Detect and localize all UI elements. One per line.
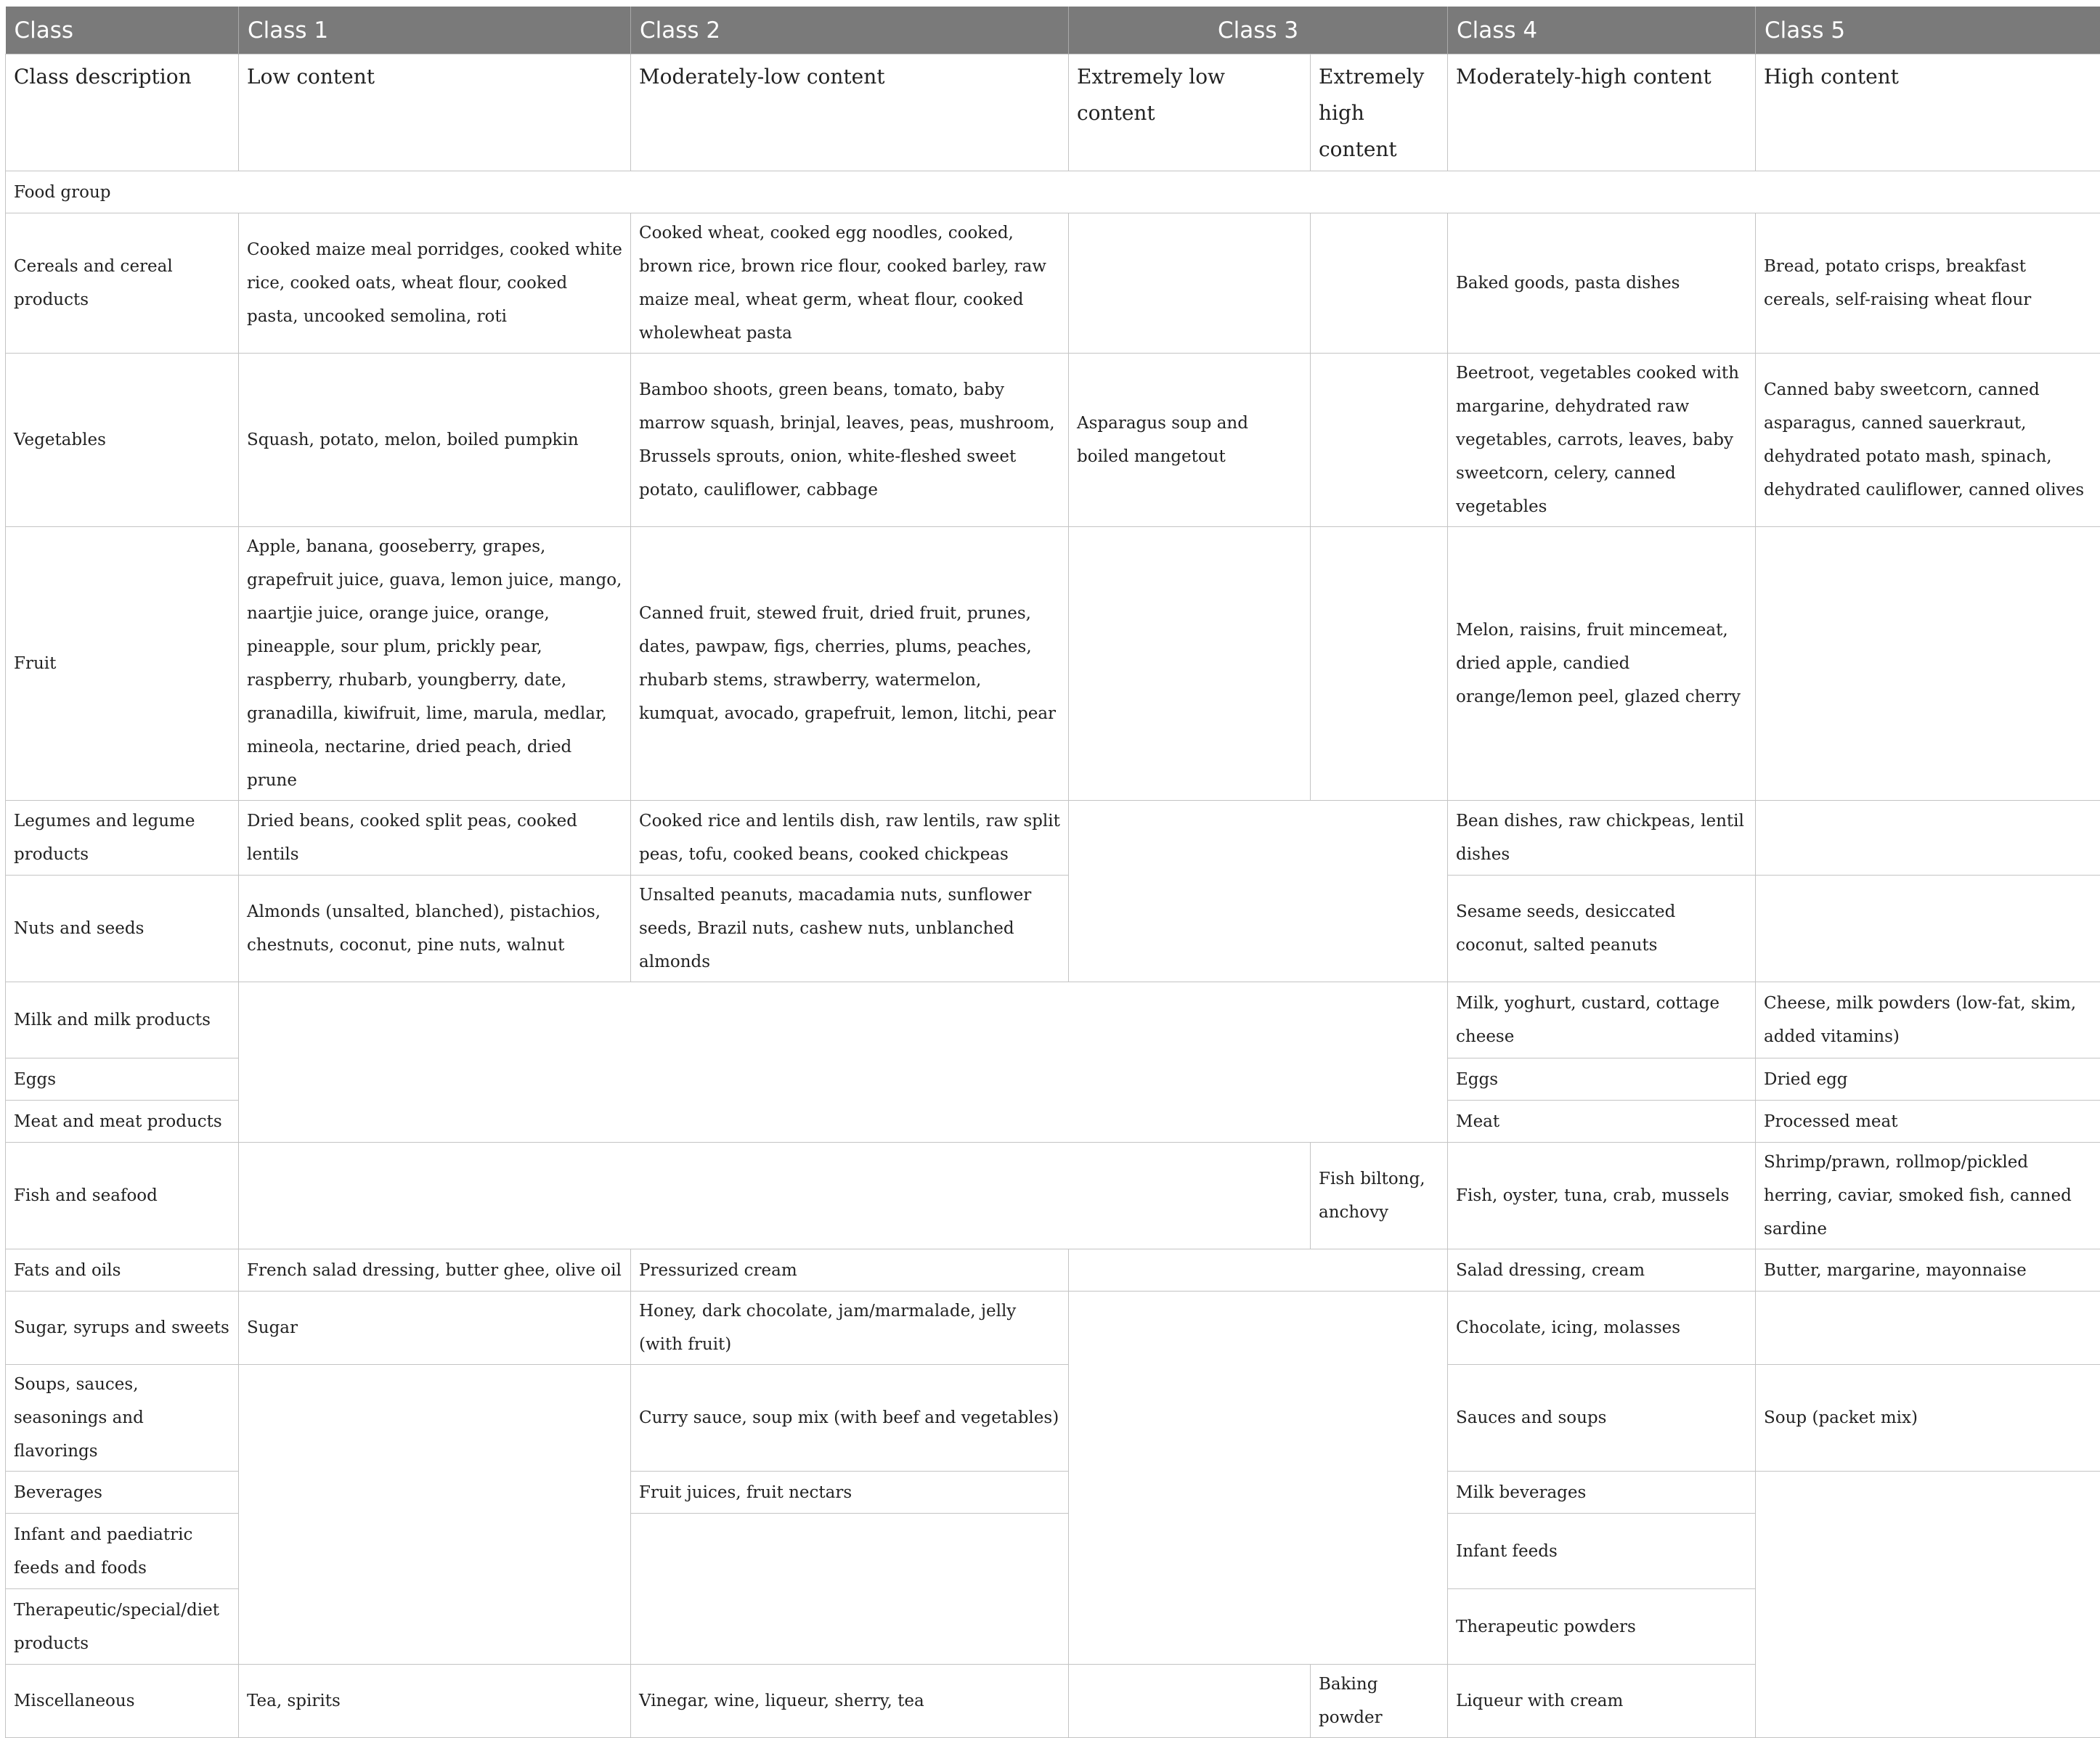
- cell: Curry sauce, soup mix (with beef and vegetables): [631, 1365, 1069, 1472]
- cell: Vinegar, wine, liqueur, sherry, tea: [631, 1665, 1069, 1738]
- cell: Moderately-low content: [631, 54, 1069, 171]
- row-label: Cereals and cereal products: [6, 213, 239, 354]
- empty-cell: [1069, 1292, 1448, 1665]
- table-row: [6, 1143, 2100, 1249]
- cell: Sugar: [239, 1292, 631, 1365]
- row-label: Fish and seafood: [6, 1143, 239, 1249]
- cell: Cooked maize meal porridges, cooked white rice, cooked oats, wheat flour, cooked pasta, uncooked semolina, roti: [239, 213, 631, 354]
- header-class-2: Class 2: [631, 7, 1069, 54]
- row-label: Legumes and legume products: [6, 801, 239, 876]
- table-row: [6, 1292, 2100, 1365]
- row-label: Vegetables: [6, 354, 239, 527]
- cell: Canned fruit, stewed fruit, dried fruit, prunes, dates, pawpaw, figs, cherries, plums, peaches, rhubarb stems, strawberry, watermelon, kumquat, avocado, grapefruit, lemon, litchi, pear: [631, 527, 1069, 801]
- table-row: [6, 1365, 2100, 1472]
- cell: Fruit juices, fruit nectars: [631, 1472, 1069, 1514]
- row-label: Milk and milk products: [6, 982, 239, 1058]
- cell: Milk, yoghurt, custard, cottage cheese: [1448, 982, 1756, 1058]
- header-class-4: Class 4: [1448, 7, 1756, 54]
- cell: Cooked wheat, cooked egg noodles, cooked, brown rice, brown rice flour, cooked barley, raw maize meal, wheat germ, wheat flour, cooked wholewheat pasta: [631, 213, 1069, 354]
- row-label: Miscellaneous: [6, 1665, 239, 1738]
- cell: Eggs: [1448, 1058, 1756, 1101]
- cell: Honey, dark chocolate, jam/marmalade, jelly (with fruit): [631, 1292, 1069, 1365]
- table-row: [6, 876, 2100, 982]
- empty-cell: [1069, 213, 1311, 354]
- cell: Dried beans, cooked split peas, cooked lentils: [239, 801, 631, 876]
- cell: Shrimp/prawn, rollmop/pickled herring, caviar, smoked fish, canned sardine: [1756, 1143, 2100, 1249]
- cell: Therapeutic powders: [1448, 1589, 1756, 1665]
- empty-cell: [239, 1143, 1311, 1249]
- cell: Bean dishes, raw chickpeas, lentil dishes: [1448, 801, 1756, 876]
- food-group-label: Food group: [6, 171, 2100, 213]
- row-label: Nuts and seeds: [6, 876, 239, 982]
- cell: Cheese, milk powders (low-fat, skim, added vitamins): [1756, 982, 2100, 1058]
- cell: Sesame seeds, desiccated coconut, salted peanuts: [1448, 876, 1756, 982]
- row-label: Beverages: [6, 1472, 239, 1514]
- row-label: Eggs: [6, 1058, 239, 1101]
- class-description-row: [6, 54, 2100, 171]
- cell: Liqueur with cream: [1448, 1665, 1756, 1738]
- cell: Almonds (unsalted, blanched), pistachios, chestnuts, coconut, pine nuts, walnut: [239, 876, 631, 982]
- header-row: [6, 7, 2100, 54]
- cell: Melon, raisins, fruit mincemeat, dried apple, candied orange/lemon peel, glazed cherry: [1448, 527, 1756, 801]
- empty-cell: [1311, 213, 1448, 354]
- empty-cell: [1311, 527, 1448, 801]
- empty-cell: [631, 1514, 1069, 1665]
- empty-cell: [1756, 801, 2100, 876]
- cell: Asparagus soup and boiled mangetout: [1069, 354, 1311, 527]
- cell: French salad dressing, butter ghee, olive oil: [239, 1249, 631, 1292]
- row-label: Class description: [6, 54, 239, 171]
- cell: Extremely low content: [1069, 54, 1311, 171]
- row-label: Meat and meat products: [6, 1101, 239, 1143]
- header-class-5: Class 5: [1756, 7, 2100, 54]
- cell: Baking powder: [1311, 1665, 1448, 1738]
- cell: Cooked rice and lentils dish, raw lentils, raw split peas, tofu, cooked beans, cooked chickpeas: [631, 801, 1069, 876]
- header-class-3: Class 3: [1069, 7, 1448, 54]
- cell: Canned baby sweetcorn, canned asparagus, canned sauerkraut, dehydrated potato mash, spinach, dehydrated cauliflower, canned olives: [1756, 354, 2100, 527]
- food-group-row: [6, 171, 2100, 213]
- empty-cell: [1069, 527, 1311, 801]
- cell: Meat: [1448, 1101, 1756, 1143]
- cell: Moderately-high content: [1448, 54, 1756, 171]
- row-label: Therapeutic/special/diet products: [6, 1589, 239, 1665]
- table-row: [6, 801, 2100, 876]
- cell: Squash, potato, melon, boiled pumpkin: [239, 354, 631, 527]
- table-row: [6, 213, 2100, 354]
- empty-cell: [239, 1365, 631, 1665]
- empty-cell: [239, 982, 1448, 1143]
- cell: Bread, potato crisps, breakfast cereals, self-raising wheat flour: [1756, 213, 2100, 354]
- row-label: Soups, sauces, seasonings and flavorings: [6, 1365, 239, 1472]
- cell: Tea, spirits: [239, 1665, 631, 1738]
- cell: Milk beverages: [1448, 1472, 1756, 1514]
- cell: Apple, banana, gooseberry, grapes, grapefruit juice, guava, lemon juice, mango, naartjie juice, orange juice, orange, pineapple, sour plum, prickly pear, raspberry, rhubarb, youngberry, date, granadilla, kiwifruit, lime, marula, medlar, mineola, nectarine, dried peach, dried prune: [239, 527, 631, 801]
- empty-cell: [1069, 1249, 1448, 1292]
- row-label: Sugar, syrups and sweets: [6, 1292, 239, 1365]
- cell: Dried egg: [1756, 1058, 2100, 1101]
- cell: Bamboo shoots, green beans, tomato, baby marrow squash, brinjal, leaves, peas, mushroom, Brussels sprouts, onion, white-fleshed sweet potato, cauliflower, cabbage: [631, 354, 1069, 527]
- food-class-table-wrapper: [5, 7, 2100, 1738]
- header-class-1: Class 1: [239, 7, 631, 54]
- cell: Chocolate, icing, molasses: [1448, 1292, 1756, 1365]
- row-label: Fruit: [6, 527, 239, 801]
- cell: Butter, margarine, mayonnaise: [1756, 1249, 2100, 1292]
- empty-cell: [1756, 1292, 2100, 1365]
- cell: Processed meat: [1756, 1101, 2100, 1143]
- row-label: Fats and oils: [6, 1249, 239, 1292]
- cell: Fish biltong, anchovy: [1311, 1143, 1448, 1249]
- empty-cell: [1756, 876, 2100, 982]
- empty-cell: [1756, 1472, 2100, 1738]
- cell: Salad dressing, cream: [1448, 1249, 1756, 1292]
- empty-cell: [1756, 527, 2100, 801]
- cell: Soup (packet mix): [1756, 1365, 2100, 1472]
- empty-cell: [1069, 1665, 1311, 1738]
- table-row: [6, 527, 2100, 801]
- cell: Baked goods, pasta dishes: [1448, 213, 1756, 354]
- table-row: [6, 354, 2100, 527]
- row-label: Infant and paediatric feeds and foods: [6, 1514, 239, 1589]
- cell: Extremely high content: [1311, 54, 1448, 171]
- cell: Beetroot, vegetables cooked with margarine, dehydrated raw vegetables, carrots, leaves, baby sweetcorn, celery, canned vegetables: [1448, 354, 1756, 527]
- cell: High content: [1756, 54, 2100, 171]
- header-class: Class: [6, 7, 239, 54]
- cell: Sauces and soups: [1448, 1365, 1756, 1472]
- food-class-table: [5, 7, 2100, 1738]
- cell: Pressurized cream: [631, 1249, 1069, 1292]
- table-row: [6, 1249, 2100, 1292]
- empty-cell: [1069, 801, 1448, 982]
- cell: Unsalted peanuts, macadamia nuts, sunflower seeds, Brazil nuts, cashew nuts, unblanched almonds: [631, 876, 1069, 982]
- table-row: [6, 982, 2100, 1058]
- empty-cell: [1311, 354, 1448, 527]
- cell: Fish, oyster, tuna, crab, mussels: [1448, 1143, 1756, 1249]
- cell: Infant feeds: [1448, 1514, 1756, 1589]
- cell: Low content: [239, 54, 631, 171]
